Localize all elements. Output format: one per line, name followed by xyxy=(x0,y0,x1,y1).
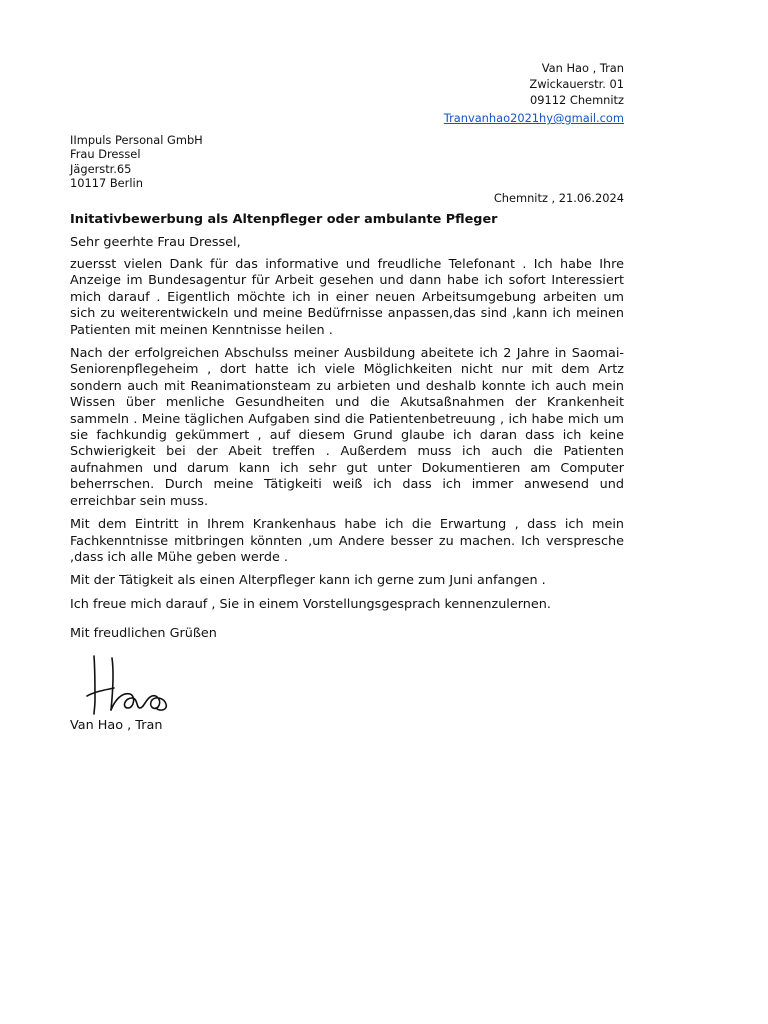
body-paragraph: Nach der erfolgreichen Abschulss meiner Ausbildung abeitete ich 2 Jahre in Saomai-Seniorenpflegeheim , dort hatte ich viele Möglichkeiten nicht nur mit dem Artz sondern auch mit Reanimationsteam zu arbieten und deshalb konnte ich auch mein Wissen über menliche Gesundheiten und die Akutsaßnahmen der Krankenheit sammeln . Meine täglichen Aufgaben sind die Patientenbetreuung , ich habe mich um sie fachkundig gekümmert , auf diesem Grund glaube ich daran dass ich keine Schwierigkeit bei der Abeit treffen . Außerdem muss ich auch die Patienten aufnahmen und darum kann ich sehr gut unter Dokumentieren am Computer beherrschen. Durch meine Tätigkeiti weiß ich dass ich immer anwesend und erreichbar sein muss. xyxy=(70,346,624,509)
recipient-address xyxy=(70,133,203,191)
sender-address xyxy=(529,60,624,108)
sender-name: Van Hao , Tran xyxy=(541,61,624,75)
recipient-city: 10117 Berlin xyxy=(70,176,143,191)
recipient-street: Jägerstr.65 xyxy=(70,161,132,176)
sender-email-link[interactable]: Tranvanhao2021hy@gmail.com xyxy=(443,111,624,125)
closing-phrase: Mit freudlichen Grüßen xyxy=(70,626,217,641)
body-paragraph: Mit der Tätigkeit als einen Alterpfleger kann ich gerne zum Juni anfangen . xyxy=(70,573,546,589)
letter-subject: Initativbewerbung als Altenpfleger oder ambulante Pfleger xyxy=(70,212,498,227)
sender-city: 09112 Chemnitz xyxy=(530,93,624,107)
signer-name: Van Hao , Tran xyxy=(70,718,163,733)
body-paragraph: Mit dem Eintritt in Ihrem Krankenhaus habe ich die Erwartung , dass ich mein Fachkenntnisse mitbringen könnten ,um Andere besser zu machen. Ich verspresche ,dass ich alle Mühe geben werde . xyxy=(70,517,624,565)
handwritten-signature xyxy=(84,650,174,716)
letter-body xyxy=(70,257,624,620)
letter-date: Chemnitz , 21.06.2024 xyxy=(493,191,624,205)
salutation: Sehr geerhte Frau Dressel, xyxy=(70,235,241,250)
recipient-company: IImpuls Personal GmbH xyxy=(70,133,203,147)
sender-street: Zwickauerstr. 01 xyxy=(529,77,624,91)
body-paragraph: zuersst vielen Dank für das informative und freudliche Telefonant . Ich habe Ihre Anzeige im Bundesagentur für Arbeit gesehen und dann habe ich sofort Interessiert mich darauf . Eigentlich möchte ich in einer neuen Arbeitsumgebung arbeiten um sich zu weiterentwickeln und meine Bedüfrnisse anpassen,das sind ,kann ich meinen Patienten mit meinen Kenntnisse heilen . xyxy=(70,257,624,338)
recipient-contact: Frau Dressel xyxy=(70,147,141,162)
body-paragraph: Ich freue mich darauf , Sie in einem Vorstellungsgesprach kennenzulernen. xyxy=(70,596,551,612)
